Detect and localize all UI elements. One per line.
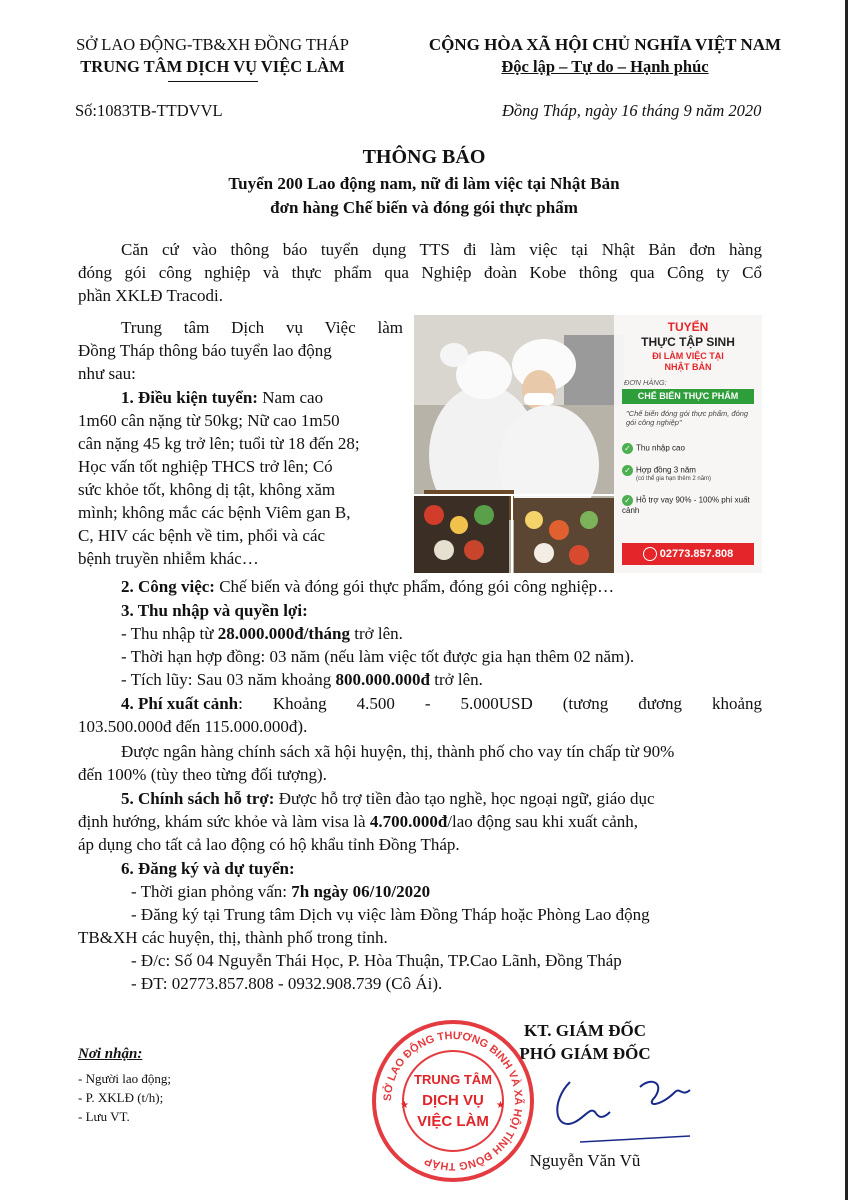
announce-line-1: Trung tâm Dịch vụ Việc làm	[121, 318, 403, 337]
recipient-item: - Lưu VT.	[78, 1109, 130, 1124]
sec3-income-post: trở lên.	[354, 624, 403, 643]
sec4-loan-2: đến 100% (tùy theo từng đối tượng).	[78, 765, 327, 784]
poster-title-2: THỰC TẬP SINH	[641, 335, 735, 349]
poster-title-3: ĐI LÀM VIỆC TẠI	[652, 351, 724, 361]
phone-icon	[643, 547, 657, 561]
sec5-line-2	[78, 810, 638, 833]
sec1-line-4: Học vấn tốt nghiệp THCS trở lên; Có	[78, 457, 333, 476]
sec3-contract: - Thời hạn hợp đồng: 03 năm (nếu làm việc tốt được gia hạn thêm 02 năm).	[121, 647, 635, 666]
sec6-address: - Đ/c: Số 04 Nguyễn Thái Học, P. Hòa Thuận, TP.Cao Lãnh, Đồng Tháp	[131, 951, 622, 970]
sec1-heading: 1. Điều kiện tuyển:	[121, 388, 258, 407]
star-icon: ★	[496, 1100, 505, 1111]
sec2-line	[121, 575, 614, 598]
recipients-title: Nơi nhận:	[78, 1046, 143, 1062]
poster-side-panel	[614, 315, 762, 573]
recipient-item: - Người lao động;	[78, 1071, 171, 1086]
sec5-line-1	[121, 787, 655, 810]
sec4-line-2: 103.500.000đ đến 115.000.000đ).	[78, 717, 308, 736]
sec1-line-7: C, HIV các bệnh về tim, phổi và các	[78, 526, 326, 545]
sec3-income	[121, 622, 403, 645]
intro-line-1: Căn cứ vào thông báo tuyển dụng TTS đi làm việc tại Nhật Bản đơn hàng	[121, 240, 762, 259]
doc-title: THÔNG BÁO	[362, 146, 486, 168]
sec5-text-2-pre: định hướng, khám sức khỏe và làm visa là	[78, 812, 366, 831]
sec1-line-1	[121, 386, 403, 409]
sec3-income-amount: 28.000.000đ/tháng	[217, 624, 350, 643]
sec6-register-1: - Đăng ký tại Trung tâm Dịch vụ việc làm Đồng Tháp hoặc Phòng Lao động	[131, 905, 650, 924]
sec5-amount: 4.700.000đ	[369, 812, 448, 831]
sec6-register-2: TB&XH các huyện, thị, thành phố trong tỉnh.	[78, 928, 388, 947]
sec5-text-2-post: /lao động sau khi xuất cảnh,	[447, 812, 639, 831]
poster-benefit-2-note: (có thể gia hạn thêm 2 năm)	[636, 476, 712, 482]
poster-benefit-2-text: Hợp đồng 3 năm	[636, 465, 696, 475]
sec5-line-3: áp dụng cho tất cả lao động có hộ khẩu tỉnh Đồng Tháp.	[78, 835, 460, 854]
poster-order-label: ĐƠN HÀNG:	[624, 378, 667, 387]
announce-line-2: Đồng Tháp thông báo tuyển lao động	[78, 341, 332, 360]
sec6-phone: - ĐT: 02773.857.808 - 0932.908.739 (Cô Ái).	[131, 974, 443, 993]
sec5-heading: 5. Chính sách hỗ trợ:	[121, 789, 275, 808]
poster-title-1: TUYỂN	[667, 320, 709, 334]
sec6-interview-pre: - Thời gian phỏng vấn:	[131, 882, 287, 901]
sec4-loan-1: Được ngân hàng chính sách xã hội huyện, thị, thành phố cho vay tín chấp từ 90%	[121, 742, 675, 761]
check-icon: ✓	[622, 443, 633, 454]
handwritten-signature	[540, 1062, 710, 1152]
recipients-list	[78, 1069, 171, 1126]
recipient-item: - P. XKLĐ (t/h);	[78, 1090, 164, 1105]
sec6-interview-time: 7h ngày 06/10/2020	[291, 882, 431, 901]
poster-phone-number: 02773.857.808	[659, 548, 734, 560]
signer-role-1: KT. GIÁM ĐỐC	[524, 1021, 646, 1040]
intro-line-3: phần XKLĐ Tracodi.	[78, 286, 223, 305]
national-title: CỘNG HÒA XÃ HỘI CHỦ NGHĨA VIỆT NAM	[428, 35, 782, 54]
poster-benefit-1	[622, 443, 685, 454]
star-icon: ★	[400, 1100, 409, 1111]
document-number: Số:1083TB-TTDVVL	[75, 101, 223, 120]
sec1-text-1: Nam cao	[262, 388, 324, 407]
doc-subtitle-2: đơn hàng Chế biến và đóng gói thực phẩm	[270, 198, 578, 217]
agency-name: SỞ LAO ĐỘNG-TB&XH ĐỒNG THÁP	[76, 35, 349, 54]
sec4-line-1	[121, 692, 762, 715]
sec1-line-6: mình; không mắc các bệnh Viêm gan B,	[78, 503, 351, 522]
seal-center-line-3: VIỆC LÀM	[417, 1113, 489, 1130]
doc-subtitle-1: Tuyển 200 Lao động nam, nữ đi làm việc tại Nhật Bản	[228, 174, 620, 193]
center-name: TRUNG TÂM DỊCH VỤ VIỆC LÀM	[80, 57, 345, 76]
recruitment-poster	[414, 315, 762, 573]
header-rule-left	[168, 81, 258, 82]
poster-benefit-3-text: Hỗ trợ vay 90% - 100% phí xuất cảnh	[622, 495, 750, 515]
sec3-heading: 3. Thu nhập và quyền lợi:	[121, 601, 308, 620]
seal-center-line-1: TRUNG TÂM	[414, 1072, 492, 1087]
sec6-heading: 6. Đăng ký và dự tuyển:	[121, 859, 295, 878]
seal-ring-text: SỞ LAO ĐỘNG THƯƠNG BINH VÀ XÃ HỘI TỈNH ĐỒNG THÁP	[381, 1029, 525, 1173]
poster-order-name: CHẾ BIẾN THỰC PHẨM	[622, 389, 754, 404]
sec3-income-pre: - Thu nhập từ	[121, 624, 214, 643]
signer-role-2: PHÓ GIÁM ĐỐC	[519, 1044, 651, 1063]
sec3-savings	[121, 668, 483, 691]
sec3-savings-pre: - Tích lũy: Sau 03 năm khoảng	[121, 670, 332, 689]
sec4-heading: 4. Phí xuất cảnh	[121, 694, 239, 713]
document-date: Đồng Tháp, ngày 16 tháng 9 năm 2020	[502, 101, 762, 120]
sec3-savings-post: trở lên.	[434, 670, 483, 689]
signer-name: Nguyễn Văn Vũ	[529, 1151, 641, 1170]
sec1-line-5: sức khỏe tốt, không dị tật, không xăm	[78, 480, 336, 499]
sec1-line-3: cân nặng 45 kg trở lên; tuổi từ 18 đến 28;	[78, 434, 360, 453]
check-icon: ✓	[622, 495, 633, 506]
poster-desc: "Chế biến đóng gói thực phẩm, đóng gói công nghiệp"	[626, 409, 749, 427]
sec5-text-1: Được hỗ trợ tiền đào tạo nghề, học ngoại ngữ, giáo dục	[278, 789, 655, 808]
sec3-savings-amount: 800.000.000đ	[335, 670, 430, 689]
poster-benefit-1-text: Thu nhập cao	[636, 443, 685, 453]
intro-line-2: đóng gói công nghiệp và thực phẩm qua Nghiệp đoàn Kobe thông qua Công ty Cổ	[78, 263, 762, 282]
seal-center-line-2: DỊCH VỤ	[422, 1092, 484, 1109]
sec1-line-8: bệnh truyền nhiễm khác…	[78, 549, 259, 568]
poster-benefit-2	[622, 465, 696, 476]
check-icon: ✓	[622, 465, 633, 476]
official-seal	[370, 1018, 536, 1184]
sec4-text-1: : Khoảng 4.500 - 5.000USD (tương đương khoảng	[238, 694, 762, 713]
sec6-interview	[131, 880, 430, 903]
sec1-line-2: 1m60 cân nặng từ 50kg; Nữ cao 1m50	[78, 411, 340, 430]
sec2-text: Chế biến và đóng gói thực phẩm, đóng gói công nghiệp…	[219, 577, 615, 596]
national-motto: Độc lập – Tự do – Hạnh phúc	[501, 57, 709, 76]
announce-line-3: như sau:	[78, 364, 136, 383]
sec2-heading: 2. Công việc:	[121, 577, 215, 596]
poster-phone	[622, 543, 754, 565]
poster-title-4: NHẬT BẢN	[664, 362, 712, 372]
poster-benefit-3	[622, 495, 752, 516]
